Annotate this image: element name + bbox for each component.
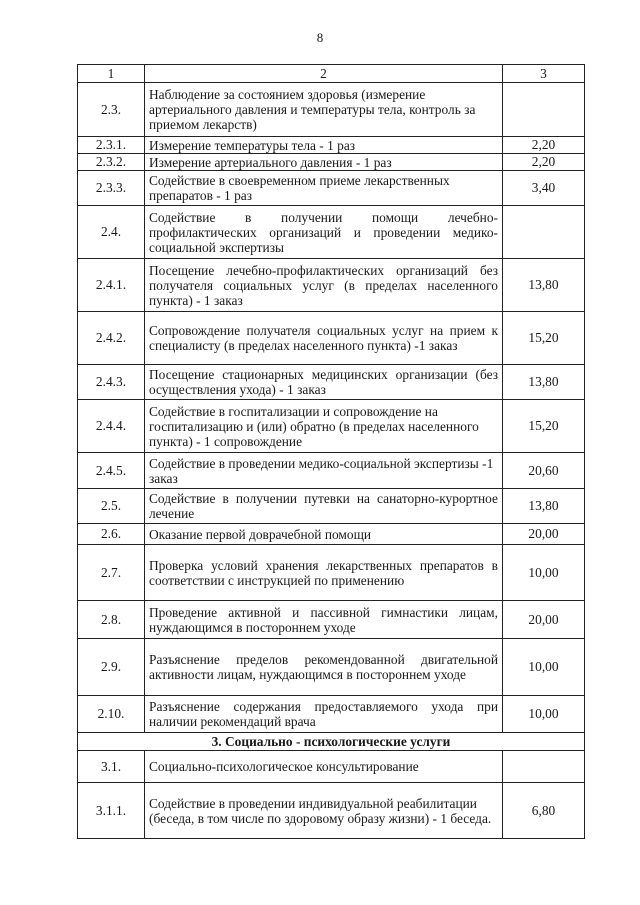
table-row xyxy=(78,400,585,453)
row-description: Содействие в своевременном приеме лекарственных препаратов - 1 раз xyxy=(145,171,503,206)
row-value xyxy=(503,751,585,783)
table-row xyxy=(78,751,585,783)
row-value xyxy=(503,206,585,259)
row-description: Содействие в получении помощи лечебно-профилактических организаций и проведении медико-социальной экспертизы xyxy=(145,206,503,259)
row-description: Содействие в получении путевки на санаторно-курортное лечение xyxy=(145,489,503,524)
section-header-row xyxy=(78,733,585,751)
row-description: Посещение лечебно-профилактических организаций без получателя социальных услуг (в пределах населенного пункта) - 1 заказ xyxy=(145,259,503,312)
row-number: 2.4.2. xyxy=(78,312,145,365)
row-value: 10,00 xyxy=(503,545,585,601)
column-header-2: 2 xyxy=(145,65,503,83)
row-number: 2.9. xyxy=(78,639,145,696)
table-header-row xyxy=(78,65,585,83)
column-header-1: 1 xyxy=(78,65,145,83)
row-value: 20,60 xyxy=(503,453,585,489)
table-row xyxy=(78,783,585,839)
row-description: Проведение активной и пассивной гимнастики лицам, нуждающимся в постороннем уходе xyxy=(145,601,503,639)
row-description: Сопровождение получателя социальных услуг на прием к специалисту (в пределах населенного пункта) -1 заказ xyxy=(145,312,503,365)
table-row xyxy=(78,696,585,733)
table-row xyxy=(78,259,585,312)
row-value: 13,80 xyxy=(503,489,585,524)
row-description: Измерение температуры тела - 1 раз xyxy=(145,137,503,154)
row-value: 13,80 xyxy=(503,259,585,312)
row-description: Содействие в проведении индивидуальной реабилитации (беседа, в том числе по здоровому образу жизни) - 1 беседа. xyxy=(145,783,503,839)
section-title: 3. Социально - психологические услуги xyxy=(78,733,585,751)
page-number: 8 xyxy=(316,30,324,45)
row-description: Разъяснение содержания предоставляемого ухода при наличии рекомендаций врача xyxy=(145,696,503,733)
row-value: 10,00 xyxy=(503,639,585,696)
row-value: 15,20 xyxy=(503,312,585,365)
table-row xyxy=(78,83,585,137)
row-number: 2.8. xyxy=(78,601,145,639)
row-number: 2.4.1. xyxy=(78,259,145,312)
row-value: 2,20 xyxy=(503,137,585,154)
row-description: Оказание первой доврачебной помощи xyxy=(145,524,503,545)
row-description: Наблюдение за состоянием здоровья (измерение артериального давления и температуры тела, контроль за приемом лекарств) xyxy=(145,83,503,137)
table-row xyxy=(78,601,585,639)
row-number: 2.5. xyxy=(78,489,145,524)
row-number: 2.3.2. xyxy=(78,154,145,171)
row-value: 6,80 xyxy=(503,783,585,839)
row-value: 20,00 xyxy=(503,524,585,545)
table-row xyxy=(78,171,585,206)
row-description: Посещение стационарных медицинских организации (без осуществления ухода) - 1 заказ xyxy=(145,365,503,400)
table-row xyxy=(78,154,585,171)
row-description: Содействие в проведении медико-социальной экспертизы -1 заказ xyxy=(145,453,503,489)
row-number: 2.4.5. xyxy=(78,453,145,489)
row-description: Измерение артериального давления - 1 раз xyxy=(145,154,503,171)
row-value: 20,00 xyxy=(503,601,585,639)
row-number: 2.3.1. xyxy=(78,137,145,154)
table-row xyxy=(78,453,585,489)
table-row xyxy=(78,312,585,365)
row-description: Проверка условий хранения лекарственных препаратов в соответствии с инструкцией по применению xyxy=(145,545,503,601)
row-number: 2.4.3. xyxy=(78,365,145,400)
row-value: 2,20 xyxy=(503,154,585,171)
row-description: Социально-психологическое консультирование xyxy=(145,751,503,783)
row-description: Содействие в госпитализации и сопровождение на госпитализацию и (или) обратно (в пределах населенного пункта) - 1 сопровождение xyxy=(145,400,503,453)
column-header-3: 3 xyxy=(503,65,585,83)
row-value: 13,80 xyxy=(503,365,585,400)
row-number: 2.4.4. xyxy=(78,400,145,453)
row-number: 2.3.3. xyxy=(78,171,145,206)
row-number: 3.1.1. xyxy=(78,783,145,839)
table-row xyxy=(78,137,585,154)
row-value xyxy=(503,83,585,137)
table-row xyxy=(78,489,585,524)
row-description: Разъяснение пределов рекомендованной двигательной активности лицам, нуждающимся в постороннем уходе xyxy=(145,639,503,696)
table-row xyxy=(78,639,585,696)
row-value: 10,00 xyxy=(503,696,585,733)
row-number: 3.1. xyxy=(78,751,145,783)
table-row xyxy=(78,365,585,400)
table-row xyxy=(78,524,585,545)
services-price-table xyxy=(77,64,585,839)
row-number: 2.3. xyxy=(78,83,145,137)
row-value: 3,40 xyxy=(503,171,585,206)
row-number: 2.6. xyxy=(78,524,145,545)
row-number: 2.10. xyxy=(78,696,145,733)
table-row xyxy=(78,545,585,601)
row-number: 2.4. xyxy=(78,206,145,259)
table-row xyxy=(78,206,585,259)
row-value: 15,20 xyxy=(503,400,585,453)
row-number: 2.7. xyxy=(78,545,145,601)
